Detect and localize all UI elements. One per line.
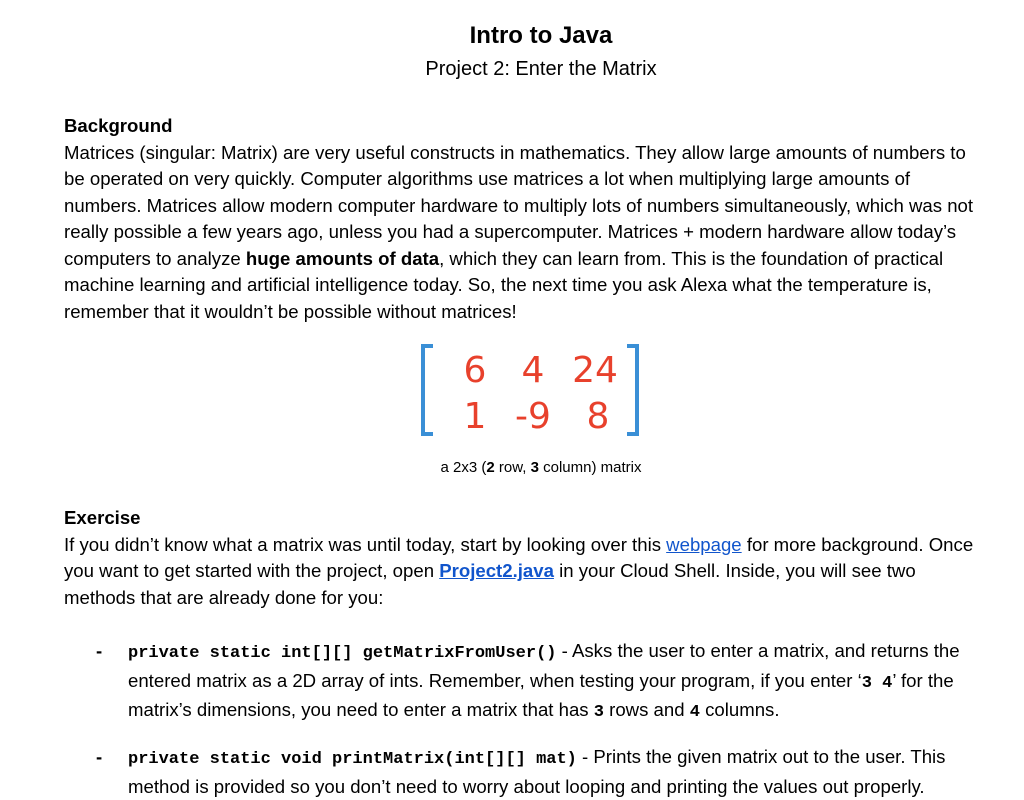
document-title: Intro to Java — [0, 21, 1024, 51]
matrix-cell: 6 — [464, 350, 487, 391]
document-subtitle: Project 2: Enter the Matrix — [0, 56, 1024, 82]
background-line-4: really possible a few years ago, unless you had a supercomputer. Matrices + modern hardware allow today’s — [64, 219, 1024, 246]
background-line-7: remember that it wouldn’t be possible without matrices! — [64, 299, 1024, 326]
bullet-1-line-2-post: ’ for the — [892, 670, 953, 691]
bullet-1-line-3-post: columns. — [700, 699, 780, 720]
dimension-code: 3 4 — [862, 674, 893, 693]
exercise-line-3: methods that are already done for you: — [64, 585, 1024, 612]
exercise-line-2 — [64, 558, 1024, 585]
bullet-dash: - — [96, 638, 102, 665]
exercise-line-2-post: in your Cloud Shell. Inside, you will see two — [554, 560, 916, 581]
huge-amounts-emphasis: huge amounts of data — [246, 248, 439, 269]
matrix-figure — [405, 340, 645, 440]
columns-code: 4 — [690, 703, 700, 722]
background-section — [64, 113, 1024, 325]
caption-pre: a 2x3 ( — [441, 459, 487, 476]
exercise-line-1-pre: If you didn’t know what a matrix was until today, start by looking over this — [64, 534, 666, 555]
caption-mid: row, — [495, 459, 531, 476]
bullet-1-line-1 — [128, 638, 1024, 668]
bullet-1-desc: - Asks the user to enter a matrix, and returns the — [556, 640, 959, 661]
matrix-left-bracket — [423, 346, 433, 434]
bullet-1-line-3 — [128, 697, 1024, 727]
get-matrix-signature: private static int[][] getMatrixFromUser() — [128, 644, 556, 663]
bullet-1-line-3-mid: rows and — [604, 699, 690, 720]
matrix-cell: -9 — [515, 396, 551, 437]
webpage-link[interactable]: webpage — [666, 534, 741, 555]
matrix-right-bracket — [627, 346, 637, 434]
matrix-caption — [0, 458, 1024, 478]
background-line-3: numbers. Matrices allow modern computer hardware to multiply lots of numbers simultaneously, which was not — [64, 193, 1024, 220]
matrix-svg — [405, 340, 645, 440]
exercise-line-2-pre: you want to get started with the project, open — [64, 560, 439, 581]
background-line-5 — [64, 246, 1024, 273]
bullet-2-desc: - Prints the given matrix out to the user. This — [577, 746, 946, 767]
print-matrix-signature: private static void printMatrix(int[][] mat) — [128, 750, 577, 769]
bullet-2-line-2: method is provided so you don’t need to worry about looping and printing the values out properly. — [128, 774, 1024, 800]
project2-java-link[interactable]: Project2.java — [439, 560, 554, 581]
bullet-body — [128, 744, 1024, 800]
background-line-6: machine learning and artificial intelligence today. So, the next time you ask Alexa what the temperature is, — [64, 272, 1024, 299]
exercise-heading: Exercise — [64, 505, 1024, 532]
background-line-2: be operated on very quickly. Computer algorithms use matrices a lot when multiplying large amounts of — [64, 166, 1024, 193]
bullet-print-matrix — [96, 744, 1024, 798]
bullet-2-line-1 — [128, 744, 1024, 774]
bullet-dash: - — [96, 744, 102, 771]
rows-code: 3 — [594, 703, 604, 722]
caption-cols: 3 — [531, 459, 539, 476]
background-line-5-post: , which they can learn from. This is the foundation of practical — [439, 248, 943, 269]
exercise-line-1 — [64, 532, 1024, 559]
background-line-5-pre: computers to analyze — [64, 248, 246, 269]
bullet-1-line-2-text: entered matrix as a 2D array of ints. Remember, when testing your program, if you enter ‘ — [128, 670, 862, 691]
bullet-1-line-3-pre: matrix’s dimensions, you need to enter a matrix that has — [128, 699, 594, 720]
matrix-cell: 4 — [522, 350, 545, 391]
matrix-cell: 1 — [464, 396, 487, 437]
bullet-1-line-2 — [128, 668, 1024, 698]
matrix-cell: 8 — [587, 396, 610, 437]
background-line-1: Matrices (singular: Matrix) are very useful constructs in mathematics. They allow large amounts of numbers to — [64, 140, 1024, 167]
caption-rows: 2 — [486, 459, 494, 476]
bullet-get-matrix — [96, 638, 1024, 718]
bullet-body — [128, 638, 1024, 727]
caption-post: column) matrix — [539, 459, 642, 476]
background-heading: Background — [64, 113, 1024, 140]
exercise-line-1-post: for more background. Once — [742, 534, 974, 555]
exercise-section — [64, 505, 1024, 611]
matrix-cell: 24 — [572, 350, 618, 391]
